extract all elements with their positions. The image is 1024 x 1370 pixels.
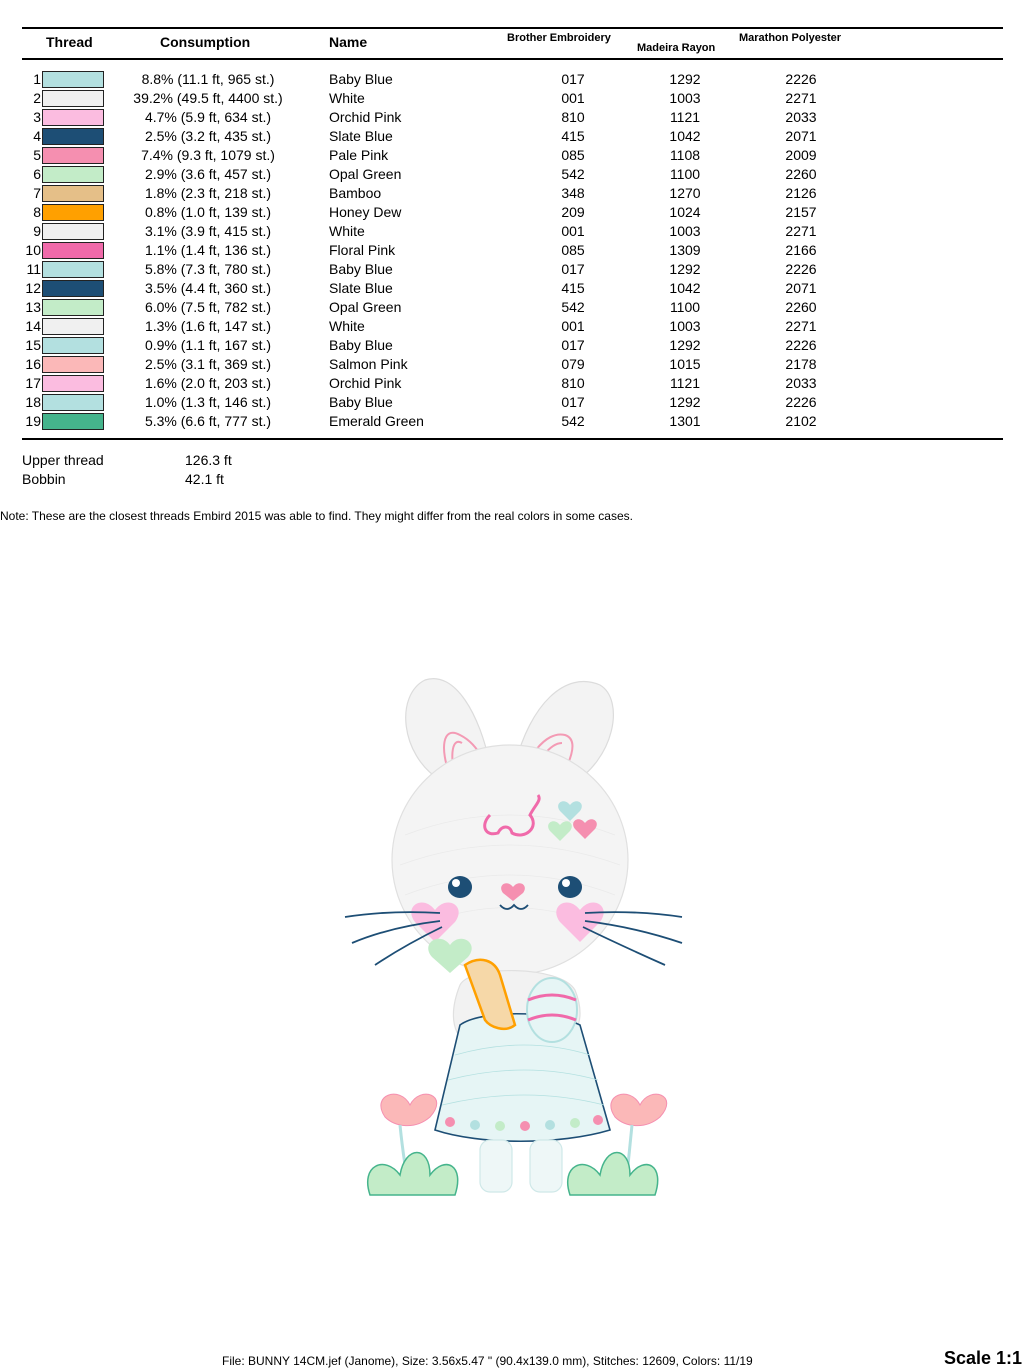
marathon-code: 2033	[785, 375, 817, 391]
thread-number: 6	[33, 166, 41, 182]
table-header-rule	[22, 58, 1003, 60]
grass-left	[368, 1153, 458, 1196]
scale-label: Scale 1:1	[943, 1348, 1022, 1368]
thread-number: 19	[25, 413, 41, 429]
thread-name: Orchid Pink	[329, 375, 402, 391]
brother-code: 415	[561, 280, 585, 296]
thread-row	[0, 355, 1024, 374]
thread-row	[0, 260, 1024, 279]
thread-color-swatch	[42, 185, 104, 202]
thread-row	[0, 317, 1024, 336]
madeira-code: 1042	[669, 128, 701, 144]
marathon-code: 2033	[785, 109, 817, 125]
madeira-code: 1270	[669, 185, 701, 201]
madeira-code: 1100	[669, 166, 701, 182]
thread-consumption: 2.5% (3.2 ft, 435 st.)	[144, 128, 272, 144]
marathon-code: 2226	[785, 71, 817, 87]
marathon-code: 2071	[785, 280, 817, 296]
thread-color-swatch	[42, 223, 104, 240]
bunny-legs	[480, 1140, 562, 1192]
thread-row	[0, 298, 1024, 317]
thread-row	[0, 222, 1024, 241]
thread-name: Slate Blue	[329, 280, 393, 296]
thread-row	[0, 127, 1024, 146]
thread-name: Slate Blue	[329, 128, 393, 144]
thread-number: 4	[33, 128, 41, 144]
thread-row	[0, 393, 1024, 412]
madeira-code: 1024	[669, 204, 701, 220]
madeira-code: 1003	[669, 318, 701, 334]
thread-row	[0, 165, 1024, 184]
thread-name: Opal Green	[329, 299, 402, 315]
thread-color-swatch	[42, 280, 104, 297]
marathon-code: 2126	[785, 185, 817, 201]
thread-number: 1	[33, 71, 41, 87]
thread-name: White	[329, 90, 365, 106]
brother-code: 810	[561, 109, 585, 125]
thread-name: Baby Blue	[329, 261, 393, 277]
thread-color-swatch	[42, 337, 104, 354]
thread-row	[0, 184, 1024, 203]
thread-number: 2	[33, 90, 41, 106]
thread-name: Opal Green	[329, 166, 402, 182]
thread-name: Baby Blue	[329, 337, 393, 353]
brother-code: 017	[561, 394, 585, 410]
header-brother: Brother Embroidery	[507, 32, 611, 44]
thread-consumption: 2.5% (3.1 ft, 369 st.)	[144, 356, 272, 372]
madeira-code: 1292	[669, 261, 701, 277]
marathon-code: 2157	[785, 204, 817, 220]
thread-color-swatch	[42, 394, 104, 411]
thread-consumption: 8.8% (11.1 ft, 965 st.)	[141, 71, 275, 87]
thread-consumption: 1.0% (1.3 ft, 146 st.)	[144, 394, 272, 410]
thread-number: 13	[25, 299, 41, 315]
thread-consumption: 5.8% (7.3 ft, 780 st.)	[144, 261, 272, 277]
thread-consumption: 6.0% (7.5 ft, 782 st.)	[144, 299, 272, 315]
thread-row	[0, 89, 1024, 108]
thread-row	[0, 241, 1024, 260]
thread-color-swatch	[42, 204, 104, 221]
brother-code: 001	[561, 223, 585, 239]
marathon-code: 2226	[785, 337, 817, 353]
brother-code: 079	[561, 356, 585, 372]
thread-color-swatch	[42, 166, 104, 183]
madeira-code: 1121	[669, 375, 701, 391]
easter-egg	[527, 978, 577, 1042]
brother-code: 001	[561, 90, 585, 106]
thread-number: 11	[26, 261, 41, 277]
thread-number: 10	[25, 242, 41, 258]
thread-name: Baby Blue	[329, 71, 393, 87]
thread-consumption: 1.1% (1.4 ft, 136 st.)	[144, 242, 272, 258]
thread-number: 5	[33, 147, 41, 163]
madeira-code: 1100	[669, 299, 701, 315]
thread-row	[0, 279, 1024, 298]
thread-color-swatch	[42, 375, 104, 392]
grass-right	[568, 1153, 658, 1196]
table-top-rule	[22, 27, 1003, 29]
thread-row	[0, 146, 1024, 165]
thread-number: 15	[25, 337, 41, 353]
brother-code: 001	[561, 318, 585, 334]
thread-row	[0, 374, 1024, 393]
thread-row	[0, 336, 1024, 355]
brother-code: 415	[561, 128, 585, 144]
thread-row	[0, 108, 1024, 127]
thread-number: 3	[33, 109, 41, 125]
bobbin-value: 42.1 ft	[185, 471, 224, 487]
header-thread: Thread	[46, 34, 93, 50]
brother-code: 017	[561, 337, 585, 353]
thread-name: Bamboo	[329, 185, 382, 201]
thread-consumption: 1.6% (2.0 ft, 203 st.)	[144, 375, 272, 391]
upper-thread-label: Upper thread	[22, 452, 104, 468]
file-info-footer: File: BUNNY 14CM.jef (Janome), Size: 3.56x5.47 " (90.4x139.0 mm), Stitches: 12609, Colors: 11/19	[222, 1354, 753, 1368]
marathon-code: 2226	[785, 394, 817, 410]
thread-consumption: 4.7% (5.9 ft, 634 st.)	[144, 109, 272, 125]
thread-color-swatch	[42, 356, 104, 373]
thread-consumption: 1.8% (2.3 ft, 218 st.)	[144, 185, 272, 201]
brother-code: 542	[561, 413, 585, 429]
bunny-design-image	[330, 665, 700, 1210]
thread-color-swatch	[42, 109, 104, 126]
thread-name: Orchid Pink	[329, 109, 402, 125]
marathon-code: 2071	[785, 128, 817, 144]
upper-thread-value: 126.3 ft	[185, 452, 232, 468]
thread-row	[0, 70, 1024, 89]
thread-consumption: 39.2% (49.5 ft, 4400 st.)	[133, 90, 283, 106]
thread-number: 8	[33, 204, 41, 220]
thread-color-swatch	[42, 261, 104, 278]
thread-consumption: 1.3% (1.6 ft, 147 st.)	[144, 318, 272, 334]
header-consumption: Consumption	[160, 34, 251, 50]
thread-row	[0, 412, 1024, 431]
brother-code: 017	[561, 71, 585, 87]
brother-code: 542	[561, 299, 585, 315]
bobbin-label: Bobbin	[22, 471, 66, 487]
thread-number: 7	[33, 185, 41, 201]
thread-number: 17	[25, 375, 41, 391]
thread-color-swatch	[42, 242, 104, 259]
header-name: Name	[329, 34, 368, 50]
thread-name: Pale Pink	[329, 147, 389, 163]
marathon-code: 2009	[785, 147, 817, 163]
brother-code: 209	[561, 204, 585, 220]
marathon-code: 2260	[785, 166, 817, 182]
brother-code: 017	[561, 261, 585, 277]
brother-code: 085	[561, 147, 585, 163]
thread-name: White	[329, 223, 365, 239]
thread-number: 9	[33, 223, 41, 239]
madeira-code: 1108	[669, 147, 701, 163]
thread-name: White	[329, 318, 365, 334]
madeira-code: 1292	[669, 337, 701, 353]
thread-name: Emerald Green	[329, 413, 424, 429]
thread-row	[0, 203, 1024, 222]
thread-name: Salmon Pink	[329, 356, 408, 372]
marathon-code: 2271	[785, 90, 817, 106]
thread-color-swatch	[42, 71, 104, 88]
thread-color-swatch	[42, 413, 104, 430]
thread-number: 14	[25, 318, 41, 334]
marathon-code: 2226	[785, 261, 817, 277]
thread-color-swatch	[42, 147, 104, 164]
marathon-code: 2178	[785, 356, 817, 372]
thread-color-swatch	[42, 299, 104, 316]
madeira-code: 1121	[669, 109, 701, 125]
thread-number: 16	[25, 356, 41, 372]
thread-number: 12	[25, 280, 41, 296]
thread-consumption: 3.5% (4.4 ft, 360 st.)	[144, 280, 272, 296]
brother-code: 085	[561, 242, 585, 258]
thread-consumption: 5.3% (6.6 ft, 777 st.)	[144, 413, 272, 429]
thread-name: Honey Dew	[329, 204, 402, 220]
thread-color-swatch	[42, 128, 104, 145]
madeira-code: 1292	[669, 394, 701, 410]
madeira-code: 1309	[669, 242, 701, 258]
marathon-code: 2271	[785, 318, 817, 334]
brother-code: 348	[561, 185, 585, 201]
table-bottom-rule	[22, 438, 1003, 440]
header-marathon: Marathon Polyester	[739, 32, 842, 44]
marathon-code: 2271	[785, 223, 817, 239]
brother-code: 810	[561, 375, 585, 391]
thread-color-swatch	[42, 90, 104, 107]
marathon-code: 2102	[785, 413, 817, 429]
madeira-code: 1292	[669, 71, 701, 87]
bunny-head	[392, 745, 628, 975]
madeira-code: 1301	[669, 413, 701, 429]
thread-consumption: 2.9% (3.6 ft, 457 st.)	[144, 166, 272, 182]
thread-consumption: 7.4% (9.3 ft, 1079 st.)	[141, 147, 275, 163]
header-madeira: Madeira Rayon	[637, 42, 716, 54]
madeira-code: 1042	[669, 280, 701, 296]
thread-consumption: 3.1% (3.9 ft, 415 st.)	[144, 223, 272, 239]
thread-consumption: 0.8% (1.0 ft, 139 st.)	[144, 204, 272, 220]
madeira-code: 1003	[669, 223, 701, 239]
thread-number: 18	[25, 394, 41, 410]
thread-color-swatch	[42, 318, 104, 335]
madeira-code: 1003	[669, 90, 701, 106]
brother-code: 542	[561, 166, 585, 182]
marathon-code: 2166	[785, 242, 817, 258]
thread-name: Floral Pink	[329, 242, 396, 258]
thread-consumption: 0.9% (1.1 ft, 167 st.)	[144, 337, 272, 353]
thread-name: Baby Blue	[329, 394, 393, 410]
marathon-code: 2260	[785, 299, 817, 315]
thread-note: Note: These are the closest threads Embird 2015 was able to find. They might differ from the real colors in some cases.	[0, 509, 633, 523]
madeira-code: 1015	[669, 356, 701, 372]
flower-left	[381, 1094, 437, 1165]
